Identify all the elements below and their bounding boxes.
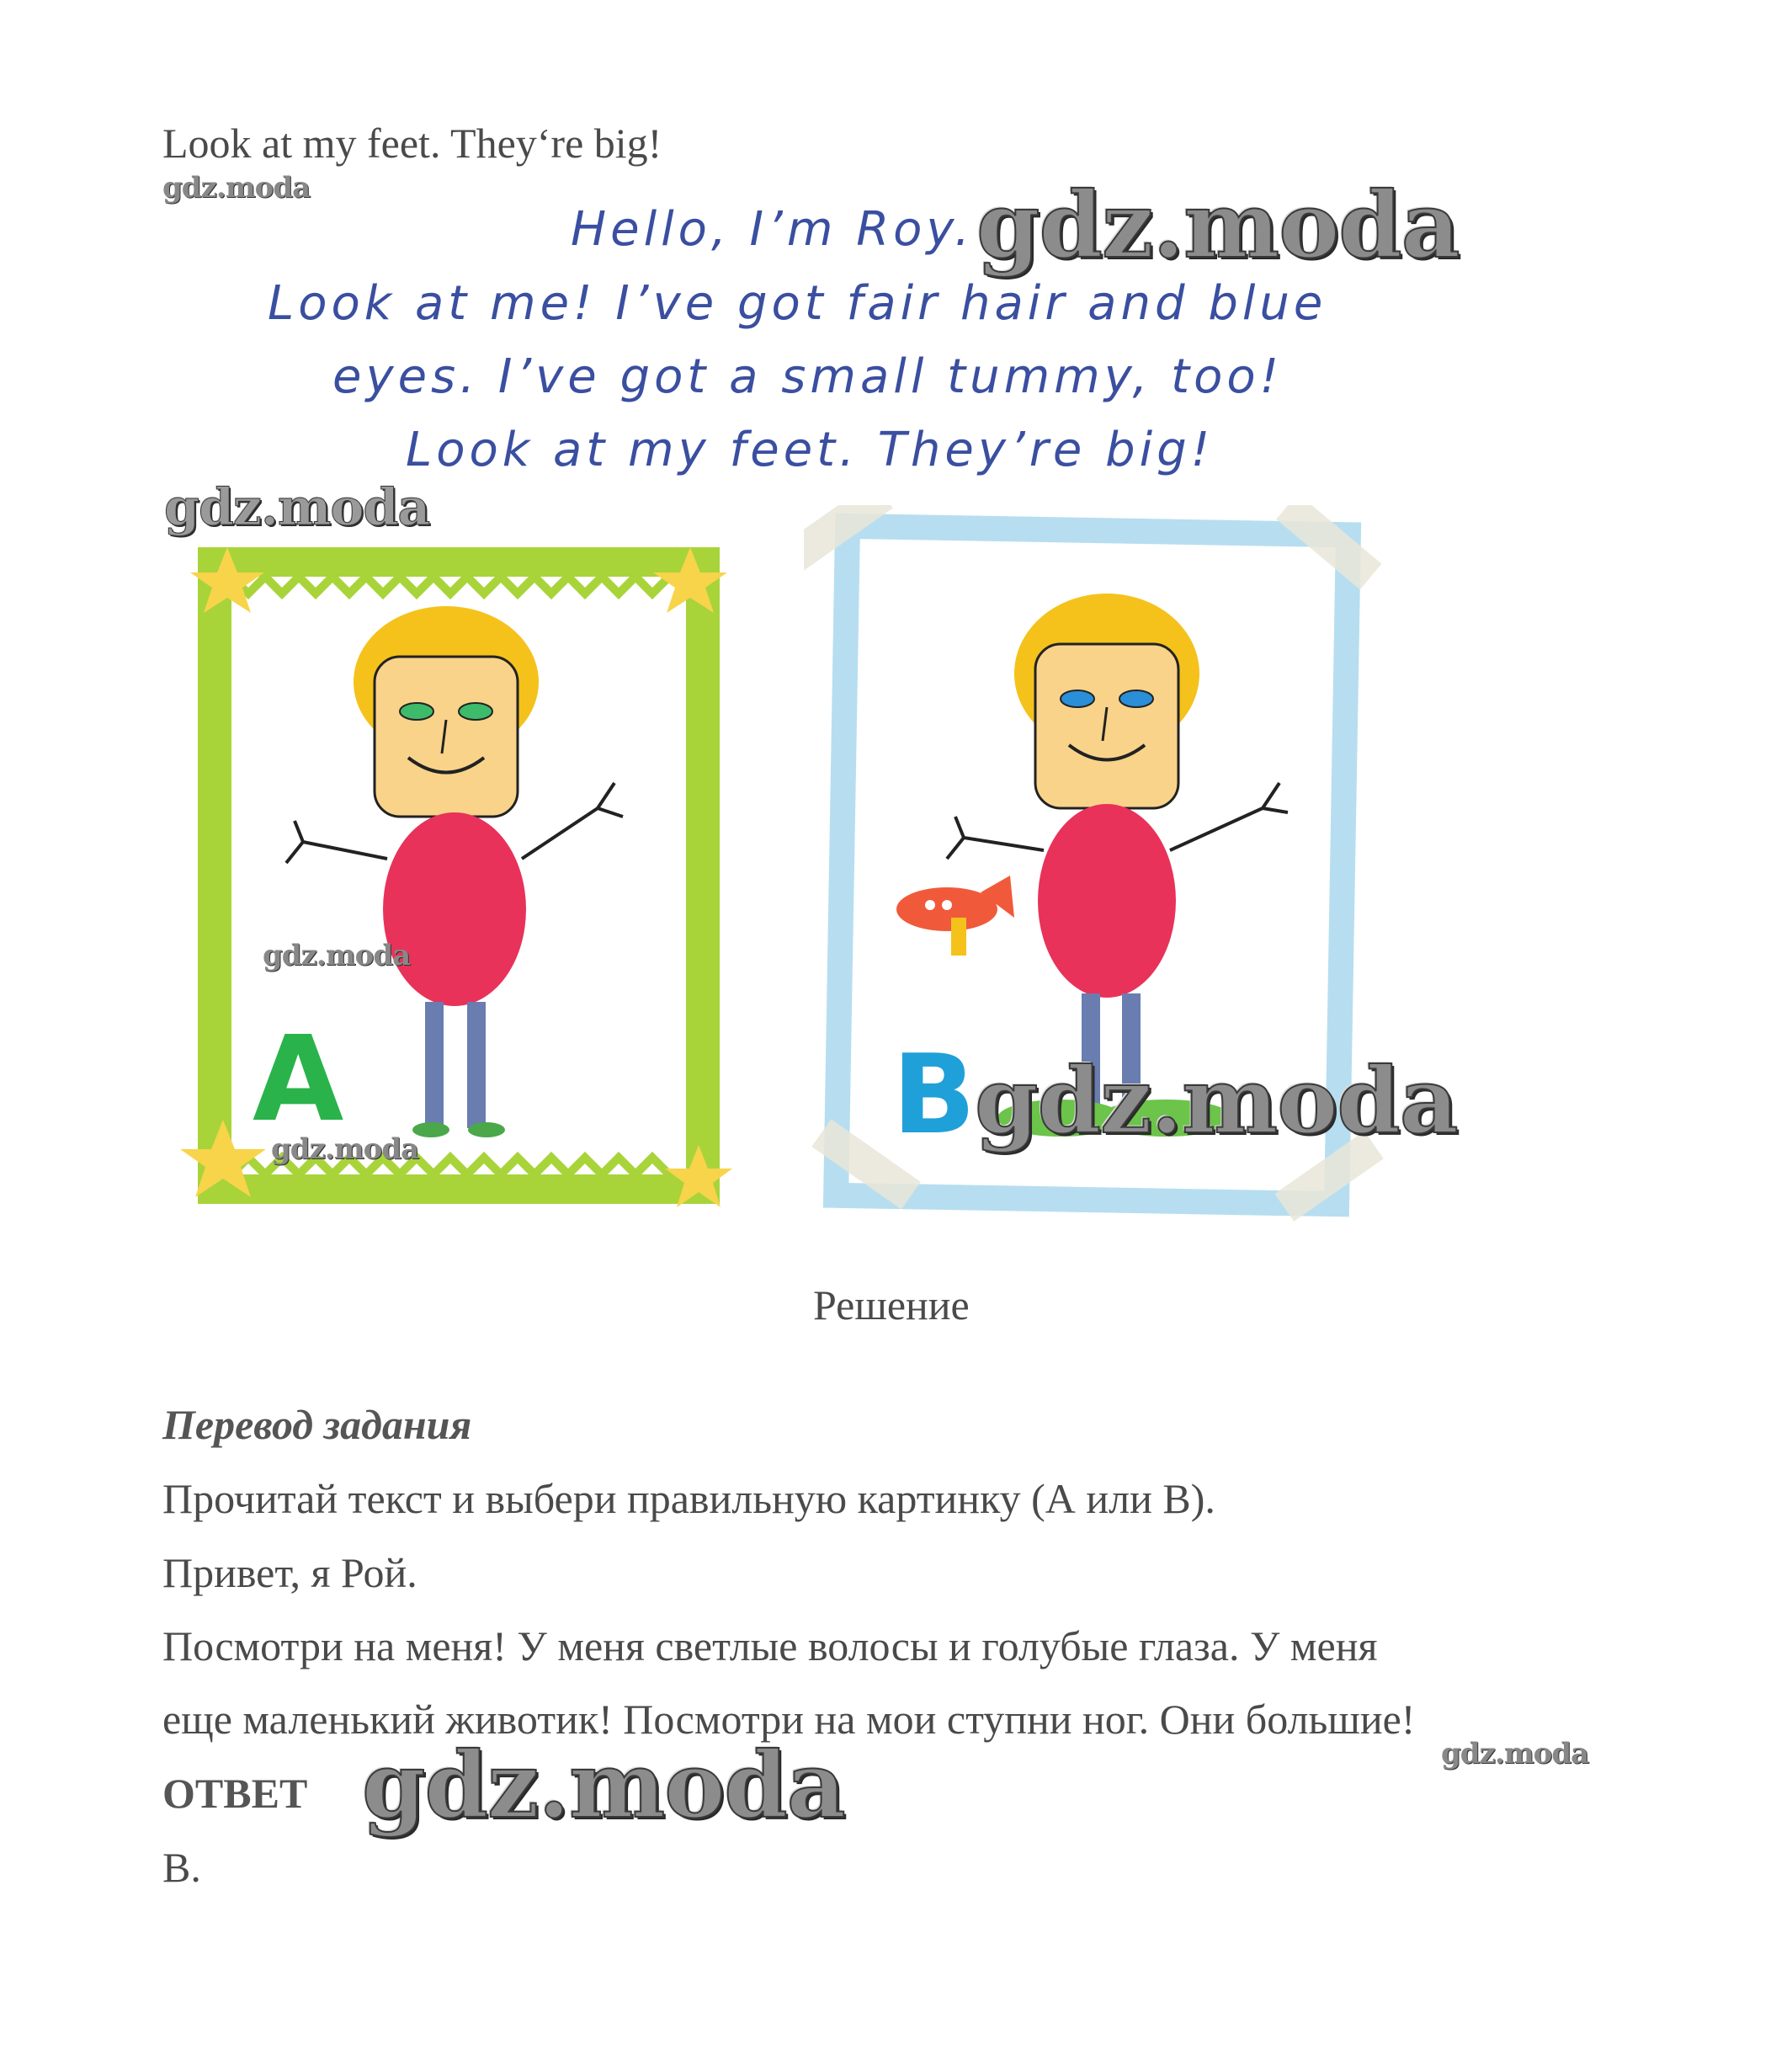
poem-line-1: Hello, I’m Roy. (571, 202, 974, 257)
watermark-top-small: gdz.moda (162, 171, 311, 205)
label-a: A (253, 1011, 344, 1148)
solution-heading: Решение (813, 1281, 970, 1329)
translation-line-3: еще маленький животик! Посмотри на мои ступни ног. Они большие! (162, 1696, 1416, 1743)
translation-heading: Перевод задания (162, 1401, 472, 1448)
watermark-picture-b: gdz.moda (975, 1048, 1458, 1154)
watermark-picture-a: gdz.moda (263, 939, 411, 972)
answer-label: ОТВЕТ (162, 1770, 308, 1817)
watermark-answer: gdz.moda (362, 1733, 845, 1839)
poem-line-4: Look at my feet. They’re big! (406, 423, 1215, 477)
translation-task: Прочитай текст и выбери правильную картинку (А или В). (162, 1475, 1215, 1522)
translation-line-2: Посмотри на меня! У меня светлые волосы и голубые глаза. У меня (162, 1622, 1378, 1669)
poem-line-2: Look at me! I’ve got fair hair and blue (268, 276, 1327, 331)
answer-value: В. (162, 1844, 201, 1891)
translation-line-1: Привет, я Рой. (162, 1549, 417, 1596)
watermark-left: gdz.moda (164, 478, 430, 537)
watermark-poem: gdz.moda (976, 173, 1460, 279)
watermark-right: gdz.moda (1441, 1737, 1589, 1770)
watermark-picture-a-bottom: gdz.moda (271, 1132, 419, 1166)
label-b: B (892, 1030, 976, 1158)
poem-line-3: eyes. I’ve got a small tummy, too! (332, 349, 1284, 404)
top-line: Look at my feet. They‘re big! (162, 120, 662, 167)
picture-a[interactable] (168, 530, 741, 1221)
